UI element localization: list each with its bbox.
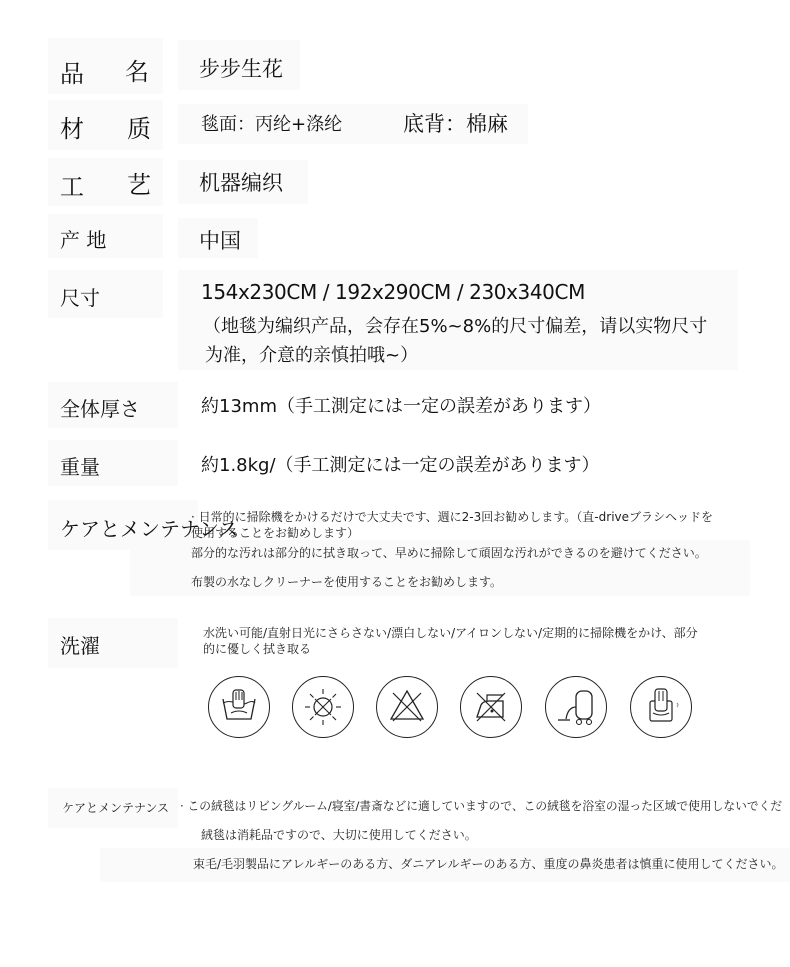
size-note-line2: 为准，介意的亲慎拍哦~） — [205, 345, 419, 366]
weight-label: 重量 — [60, 455, 100, 479]
thickness-value: 約13mm（手工測定には一定の誤差があります） — [201, 396, 601, 417]
material-label-part-b: 质 — [127, 115, 151, 143]
care-line3: 部分的な汚れは部分的に拭き取って、早めに掃除して頑固な汚れができるのを避けてください。 — [191, 546, 707, 560]
size-value: 154x230CM / 192x290CM / 230x340CM — [201, 280, 585, 304]
size-label: 尺寸 — [60, 286, 100, 310]
craft-value: 机器编织 — [199, 171, 283, 195]
thickness-label: 全体厚さ — [60, 397, 140, 421]
care-label: ケアとメンテナンス — [60, 517, 239, 541]
origin-value: 中国 — [199, 229, 241, 253]
care-line1: · 日常的に掃除機をかけるだけで大丈夫です、週に2-3回お勧めします。（直-driveブラシヘッドを — [191, 510, 714, 524]
material-backing-value: 底背：棉麻 — [403, 112, 508, 136]
vacuum-icon — [545, 676, 607, 738]
washing-line2: 的に優しく拭き取る — [203, 642, 312, 656]
notes-line1: · この絨毯はリビングルーム/寝室/書斎などに適していますので、この絨毯を浴室の湿った区域で使用しないでくだ — [180, 799, 783, 813]
size-note-line1: （地毯为编织产品，会存在5%~8%的尺寸偏差，请以实物尺寸 — [203, 316, 708, 337]
material-surface-value: 毯面：丙纶+涤纶 — [201, 114, 343, 135]
craft-label-part-a: 工 — [60, 173, 84, 201]
name-value: 步步生花 — [199, 57, 283, 81]
notes-line3: 束毛/毛羽製品にアレルギーのある方、ダニアレルギーのある方、重度の鼻炎患者は慎重に使用してください。 — [193, 857, 784, 871]
hand-wash-icon — [208, 676, 270, 738]
care-line2: 使用することをお勧めします） — [191, 526, 360, 540]
notes-label: ケアとメンテナンス — [62, 801, 170, 815]
washing-label: 洗濯 — [60, 634, 100, 658]
material-label-part-a: 材 — [60, 115, 84, 143]
notes-line2: 絨毯は消耗品ですので、大切に使用してください。 — [201, 828, 477, 842]
name-label-part-a: 品 — [60, 60, 84, 88]
hand-wipe-icon — [630, 676, 692, 738]
origin-label: 产 地 — [60, 228, 107, 252]
weight-value: 約1.8kg/（手工測定には一定の誤差があります） — [201, 455, 600, 476]
no-direct-sunlight-icon — [292, 676, 354, 738]
craft-label-part-b: 艺 — [127, 171, 151, 199]
washing-line1: 水洗い可能/直射日光にさらさない/漂白しない/アイロンしない/定期的に掃除機をかけ、部分 — [203, 626, 698, 640]
no-iron-icon — [460, 676, 522, 738]
name-label-part-b: 名 — [125, 58, 149, 86]
no-bleach-icon — [376, 676, 438, 738]
care-line4: 布製の水なしクリーナーを使用することをお勧めします。 — [191, 575, 503, 589]
